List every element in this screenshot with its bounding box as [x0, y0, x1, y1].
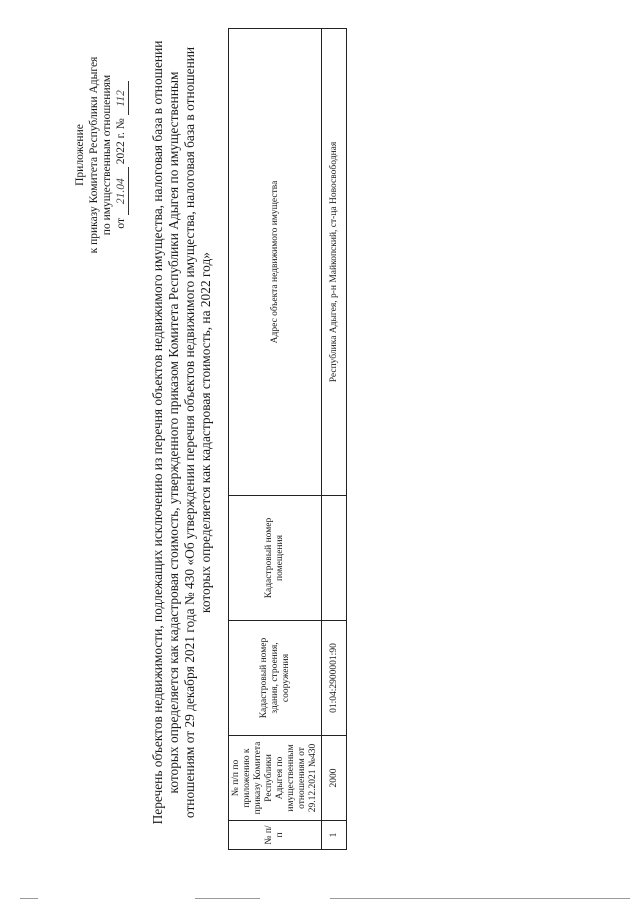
cell-room-cadastral: [322, 496, 347, 621]
handwritten-date: 21.04: [115, 167, 130, 215]
header-room-cadastral: Кадастровый номер помещения: [229, 496, 322, 621]
scan-edge-line: [20, 898, 38, 899]
table-header-row: [229, 29, 322, 850]
cell-reference-number: 2000: [322, 736, 347, 821]
appendix-block: [74, 5, 129, 305]
cell-building-cadastral: 01:04:2900001:90: [322, 621, 347, 736]
property-table: [228, 28, 347, 850]
document-title: Перечень объектов недвижимости, подлежащих исключению из перечня объектов недвижимого имущества, налоговая база в отношении которых определяется как кадастровая стоимость, утвержденного приказом Комитета Республики Адыгея по имущественным отношениям от 29 декабря 2021 года № 430 «Об утверждении перечня объектов недвижимого имущества, налоговая база в отношении которых определяется как кадастровая стоимость, на 2022 год»: [150, 40, 213, 825]
header-building-cadastral: Кадастровый номер здания, строения, сооружения: [229, 621, 322, 736]
cell-address: Республика Адыгея, р-н Майкопский, ст-ца Новосвободная: [322, 29, 347, 496]
scan-edge-line: [195, 898, 260, 899]
appendix-date-prefix: от: [114, 218, 127, 229]
appendix-label: Приложение: [74, 124, 86, 186]
appendix-order-line: к приказу Комитета Республики Адыгея: [87, 56, 100, 254]
handwritten-number: 112: [115, 81, 130, 115]
table-row: [322, 29, 347, 850]
header-number: № п/п: [229, 821, 322, 850]
cell-number: 1: [322, 821, 347, 850]
header-address: Адрес объекта недвижимого имущества: [229, 29, 322, 496]
scan-edge-line: [330, 898, 630, 899]
appendix-committee-line: по имущественным отношениям: [101, 74, 113, 236]
header-reference-number: № п/п по приложению к приказу Комитета Республики Адыгея по имущественным отношениям от 29.12.2021 №430: [229, 736, 322, 821]
appendix-date-line: [115, 5, 130, 305]
appendix-year-number: 2022 г. №: [114, 118, 127, 165]
